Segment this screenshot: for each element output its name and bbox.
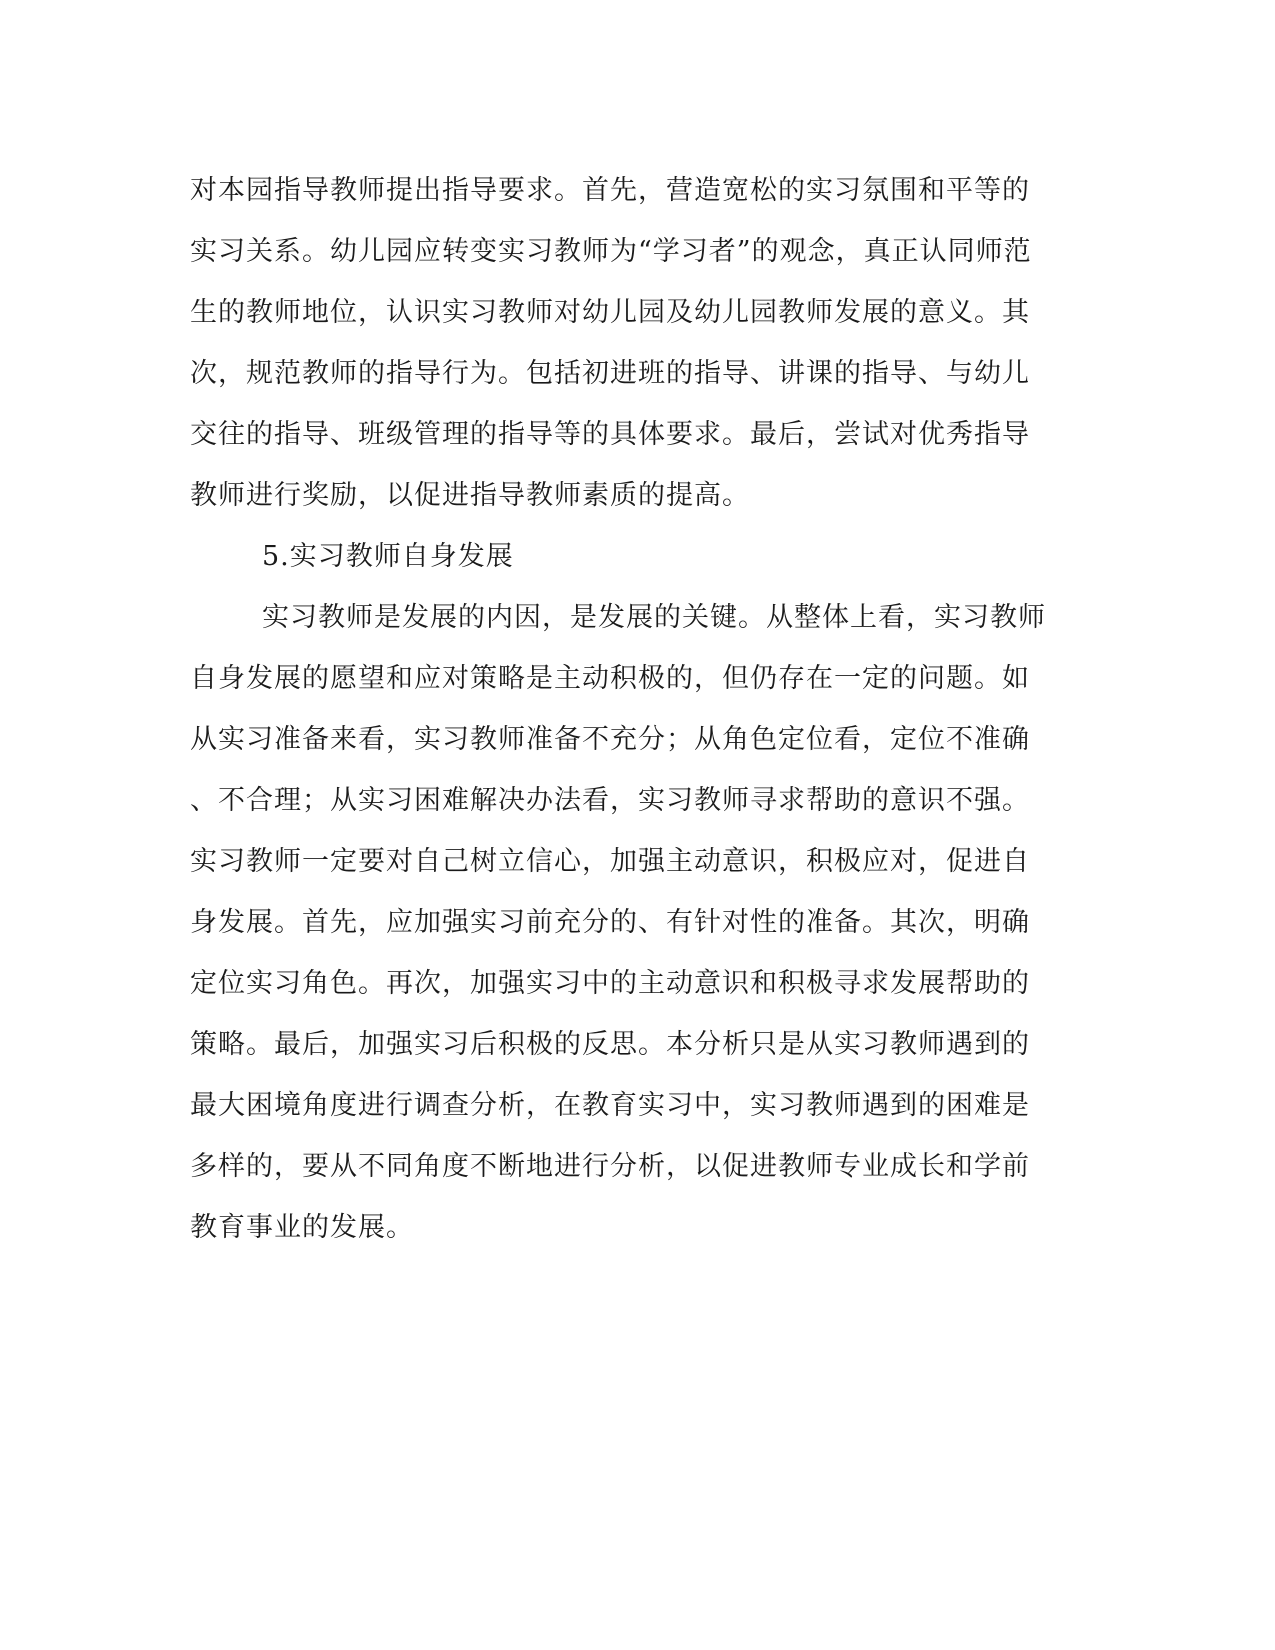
paragraph-self-development [190, 587, 1070, 1258]
text-line: 定位实习角色。再次，加强实习中的主动意识和积极寻求发展帮助的 [190, 968, 1030, 999]
text-line: 实习关系。幼儿园应转变实习教师为“学习者”的观念，真正认同师范 [190, 236, 1032, 267]
text-line: 教育事业的发展。 [190, 1212, 414, 1243]
text-line: 最大困境角度进行调查分析，在教育实习中，实习教师遇到的困难是 [190, 1090, 1030, 1121]
text-line: 自身发展的愿望和应对策略是主动积极的，但仍存在一定的问题。如 [190, 663, 1030, 694]
paragraph-guidance-requirements [190, 160, 1070, 526]
text-line: 次，规范教师的指导行为。包括初进班的指导、讲课的指导、与幼儿 [190, 358, 1030, 389]
text-line: 策略。最后，加强实习后积极的反思。本分析只是从实习教师遇到的 [190, 1029, 1030, 1060]
text-line: 实习教师一定要对自己树立信心，加强主动意识，积极应对，促进自 [190, 846, 1030, 877]
text-line: 身发展。首先，应加强实习前充分的、有针对性的准备。其次，明确 [190, 907, 1030, 938]
text-line: 、不合理；从实习困难解决办法看，实习教师寻求帮助的意识不强。 [190, 785, 1030, 816]
document-body [190, 160, 1070, 1258]
text-line: 实习教师是发展的内因，是发展的关键。从整体上看，实习教师 [262, 602, 1046, 633]
text-line: 对本园指导教师提出指导要求。首先，营造宽松的实习氛围和平等的 [190, 175, 1030, 206]
section-heading: 5.实习教师自身发展 [262, 541, 514, 572]
text-line: 教师进行奖励，以促进指导教师素质的提高。 [190, 480, 750, 511]
text-line: 交往的指导、班级管理的指导等的具体要求。最后，尝试对优秀指导 [190, 419, 1030, 450]
text-line: 多样的，要从不同角度不断地进行分析，以促进教师专业成长和学前 [190, 1151, 1030, 1182]
text-line: 生的教师地位，认识实习教师对幼儿园及幼儿园教师发展的意义。其 [190, 297, 1030, 328]
text-line: 从实习准备来看，实习教师准备不充分；从角色定位看，定位不准确 [190, 724, 1030, 755]
